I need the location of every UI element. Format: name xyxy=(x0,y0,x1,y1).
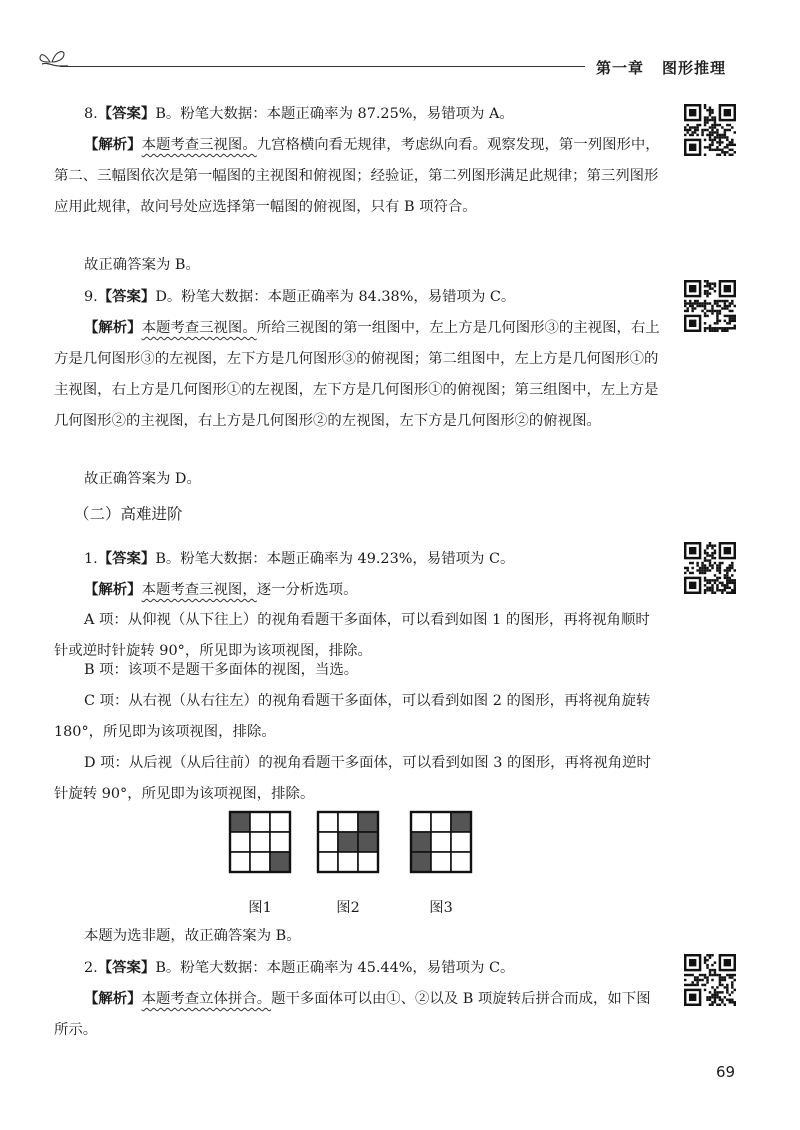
answer-tag: 【答案】 xyxy=(97,288,156,305)
answer-tag: 【答案】 xyxy=(97,959,156,976)
section-title: （二）高难进阶 xyxy=(74,505,183,523)
figure-3-caption: 图3 xyxy=(429,900,453,916)
grid-cell-shaded xyxy=(338,832,358,852)
qr-code-icon[interactable] xyxy=(684,104,736,156)
grid-cell xyxy=(250,832,270,852)
q9-number: 9. xyxy=(84,289,98,305)
grid-cell xyxy=(270,832,290,852)
grid-cell xyxy=(338,812,358,832)
answer-text: B。粉笔大数据：本题正确率为 49.23%，易错项为 C。 xyxy=(155,551,515,567)
leaf-ornament-icon xyxy=(38,44,68,72)
answer-tag: 【答案】 xyxy=(97,550,156,567)
grid-cell xyxy=(250,812,270,832)
q8-conclusion: 故正确答案为 B。 xyxy=(84,257,200,273)
qr-code-icon[interactable] xyxy=(684,954,736,1006)
h1-analysis xyxy=(54,574,660,606)
grid-cell xyxy=(431,852,451,872)
grid-cell xyxy=(318,832,338,852)
answer-text: B。粉笔大数据：本题正确率为 45.44%，易错项为 C。 xyxy=(155,960,515,976)
grid-cell xyxy=(338,852,358,872)
analysis-tag: 【解析】 xyxy=(84,581,142,598)
option-a-text: A 项：从仰视（从下往上）的视角看题干多面体，可以看到如图 1 的图形，再将视角顺时针或逆时针旋转 90°，所见即为该项视图，排除。 xyxy=(54,612,650,659)
h2-answer xyxy=(54,952,660,984)
answer-text: D。粉笔大数据：本题正确率为 84.38%，易错项为 C。 xyxy=(155,289,516,305)
analysis-topic: 本题考查立体拼合。 xyxy=(141,991,272,1007)
q8-number: 8. xyxy=(84,106,98,122)
grid-cell-shaded xyxy=(411,832,431,852)
header-rule xyxy=(60,66,585,67)
grid-cell xyxy=(431,832,451,852)
running-header xyxy=(596,57,726,78)
page-number: 69 xyxy=(716,1063,736,1081)
grid-cell xyxy=(431,812,451,832)
q9-conclusion: 故正确答案为 D。 xyxy=(84,471,201,487)
h2-analysis xyxy=(54,983,660,1046)
analysis-tag: 【解析】 xyxy=(84,319,142,336)
grid-cell-shaded xyxy=(411,852,431,872)
grid-cell-shaded xyxy=(270,852,290,872)
grid-cell xyxy=(451,852,471,872)
grid-cell-shaded xyxy=(230,812,250,832)
h1-number: 1. xyxy=(84,551,98,567)
grid-cell xyxy=(411,812,431,832)
chapter-title: 图形推理 xyxy=(662,59,727,77)
analysis-body: 题干多面体可以由①、②以及 B 项旋转后拼合而成，如下图所示。 xyxy=(54,991,651,1038)
option-c-text: C 项：从右视（从右往左）的视角看题干多面体，可以看到如图 2 的图形，再将视角旋转 180°，所见即为该项视图，排除。 xyxy=(54,693,651,740)
q9-answer xyxy=(54,281,660,313)
h1-conclusion: 本题为选非题，故正确答案为 B。 xyxy=(84,928,301,944)
option-b-text: B 项：该项不是题干多面体的视图，当选。 xyxy=(84,662,359,678)
grid-cell xyxy=(250,852,270,872)
answer-text: B。粉笔大数据：本题正确率为 87.25%，易错项为 A。 xyxy=(155,106,514,122)
grid-cell xyxy=(230,852,250,872)
grid-cell-shaded xyxy=(358,832,378,852)
q8-answer xyxy=(54,98,660,130)
answer-tag: 【答案】 xyxy=(97,105,156,122)
figure-2-caption: 图2 xyxy=(336,900,360,916)
grid-cell xyxy=(358,852,378,872)
figure-1-grid xyxy=(228,810,292,874)
h1-answer xyxy=(54,543,660,575)
grid-cell xyxy=(318,812,338,832)
chapter-label: 第一章 xyxy=(596,59,645,77)
grid-cell xyxy=(270,812,290,832)
analysis-body: 逐一分析选项。 xyxy=(256,582,358,598)
grid-cell xyxy=(230,832,250,852)
analysis-topic: 本题考查三视图。 xyxy=(141,320,257,336)
analysis-body: 所给三视图的第一组图中，左上方是几何图形③的主视图，右上方是几何图形③的左视图，左下方是几何图形③的俯视图；第二组图中，左上方是几何图形①的主视图，右上方是几何图形①的左视图，左下方是几何图形①的俯视图；第三组图中，左上方是几何图形②的主视图，右上方是几何图形②的左视图，左下方是几何图形②的俯视图。 xyxy=(54,320,660,429)
grid-cell xyxy=(318,852,338,872)
figure-1-caption: 图1 xyxy=(248,900,272,916)
q8-analysis xyxy=(54,129,660,223)
analysis-body: 九宫格横向看无规律，考虑纵向看。观察发现，第一列图形中，第二、三幅图依次是第一幅图的主视图和俯视图；经验证，第二列图形满足此规律；第三列图形应用此规律，故问号处应选择第一幅图的俯视图，只有 B 项符合。 xyxy=(54,137,660,215)
qr-code-icon[interactable] xyxy=(684,280,736,332)
analysis-topic: 本题考查三视图， xyxy=(141,582,257,598)
grid-cell-shaded xyxy=(358,812,378,832)
qr-code-icon[interactable] xyxy=(684,542,736,594)
grid-cell xyxy=(451,832,471,852)
figure-2-grid xyxy=(316,810,380,874)
analysis-topic: 本题考查三视图。 xyxy=(141,137,257,153)
analysis-tag: 【解析】 xyxy=(84,136,142,153)
grid-cell-shaded xyxy=(451,812,471,832)
analysis-tag: 【解析】 xyxy=(84,990,142,1007)
figure-3-grid xyxy=(409,810,473,874)
h2-number: 2. xyxy=(84,960,98,976)
q9-analysis xyxy=(54,312,660,437)
option-d-text: D 项：从后视（从后往前）的视角看题干多面体，可以看到如图 3 的图形，再将视角逆时针旋转 90°，所见即为该项视图，排除。 xyxy=(54,755,651,802)
